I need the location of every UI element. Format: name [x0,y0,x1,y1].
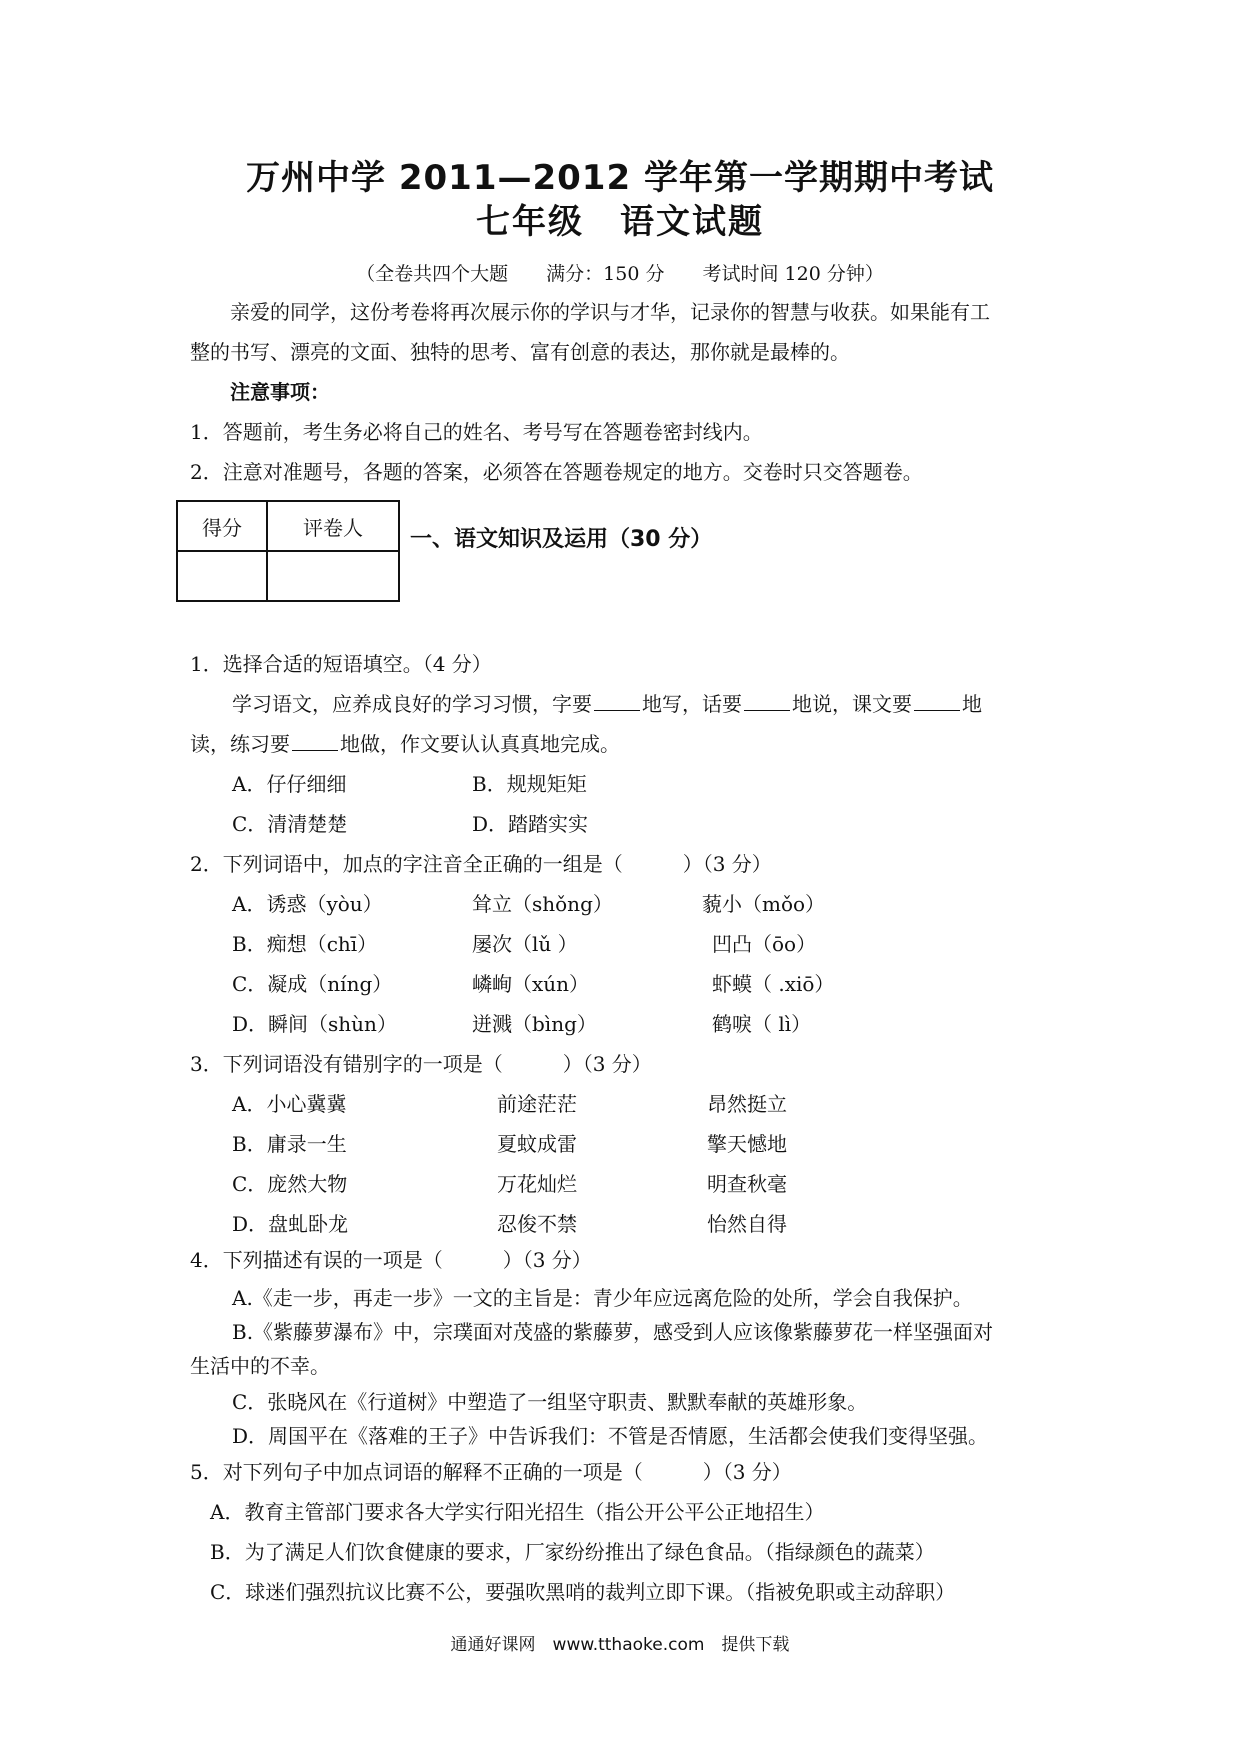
q3-row-b-col-3: 擎天憾地 [707,1132,787,1156]
exam-title: 万州中学 2011—2012 学年第一学期期中考试 [246,158,994,198]
note-2: 2．注意对准题号，各题的答案，必须答在答题卷规定的地方。交卷时只交答题卷。 [190,460,923,484]
q2-row-d-col-1: D．瞬间（shùn） [232,1012,397,1036]
grader-cell [267,551,399,601]
q1-passage-line-1 [232,692,982,716]
notes-title: 注意事项： [230,380,330,404]
q3-row-a-col-3: 昂然挺立 [707,1092,787,1116]
note-1: 1．答题前，考生务必将自己的姓名、考号写在答题卷密封线内。 [190,420,763,444]
q1-blank-3 [914,692,960,711]
q2-row-d-col-2: 迸溅（bìng） [472,1012,597,1036]
q3-row-c-col-1: C．庞然大物 [232,1172,348,1196]
q5-option-a: A．教育主管部门要求各大学实行阳光招生（指公开公平公正地招生） [210,1500,825,1524]
q2-row-c-col-3: 虾蟆（ .xiō） [712,972,835,996]
q3-stem: 3．下列词语没有错别字的一项是（ ）（3 分） [190,1052,652,1076]
q5-option-c: C．球迷们强烈抗议比赛不公，要强吹黑哨的裁判立即下课。（指被免职或主动辞职） [210,1580,956,1604]
q1-text: 读，练习要 [190,732,290,756]
q2-row-a-col-3: 藐小（mǒo） [702,892,826,916]
q1-text: 地做，作文要认认真真地完成。 [340,732,620,756]
q4-stem: 4．下列描述有误的一项是（ ）（3 分） [190,1248,592,1272]
q1-blank-2 [744,692,790,711]
q1-text: 学习语文，应养成良好的学习习惯，字要 [232,692,592,716]
q1-option-b: B．规规矩矩 [472,772,587,796]
q3-row-a-col-2: 前途茫茫 [497,1092,577,1116]
q1-option-a: A．仔仔细细 [232,772,347,796]
q1-text: 地写，话要 [642,692,742,716]
q4-option-c: C．张晓风在《行道树》中塑造了一组坚守职责、默默奉献的英雄形象。 [232,1390,868,1414]
q3-row-d-col-3: 怡然自得 [707,1212,787,1236]
q5-stem: 5．对下列句子中加点词语的解释不正确的一项是（ ）（3 分） [190,1460,792,1484]
q2-row-a-col-2: 耸立（shǒng） [472,892,613,916]
q2-row-b-col-3: 凹凸（ōo） [712,932,817,956]
score-cell [177,551,267,601]
q2-row-c-col-2: 嶙峋（xún） [472,972,590,996]
q2-row-d-col-3: 鹤唳（ lì） [712,1012,812,1036]
q1-blank-1 [594,692,640,711]
q1-stem: 1．选择合适的短语填空。（4 分） [190,652,492,676]
q2-row-c-col-1: C．凝成（níng） [232,972,393,996]
q2-stem: 2．下列词语中，加点的字注音全正确的一组是（ ）（3 分） [190,852,772,876]
q2-row-a-col-1: A．诱惑（yòu） [232,892,383,916]
q4-option-b-line-1: B.《紫藤萝瀑布》中，宗璞面对茂盛的紫藤萝，感受到人应该像紫藤萝花一样坚强面对 [232,1320,994,1344]
score-header: 得分 [177,501,267,551]
intro-line-2: 整的书写、漂亮的文面、独特的思考、富有创意的表达，那你就是最棒的。 [190,340,850,364]
q1-option-c: C．清清楚楚 [232,812,348,836]
q4-option-a: A.《走一步，再走一步》一文的主旨是：青少年应远离危险的处所，学会自我保护。 [232,1286,973,1310]
q2-row-b-col-1: B．痴想（chī） [232,932,378,956]
q3-row-a-col-1: A．小心冀冀 [232,1092,347,1116]
q3-row-b-col-2: 夏蚊成雷 [497,1132,577,1156]
q1-option-d: D．踏踏实实 [472,812,589,836]
q5-option-b: B．为了满足人们饮食健康的要求，厂家纷纷推出了绿色食品。（指绿颜色的蔬菜） [210,1540,935,1564]
exam-info: （全卷共四个大题 满分：150 分 考试时间 120 分钟） [356,263,884,285]
q3-row-d-col-1: D．盘虬卧龙 [232,1212,349,1236]
q1-text: 地说，课文要 [792,692,912,716]
q3-row-d-col-2: 忍俊不禁 [497,1212,577,1236]
q3-row-c-col-2: 万花灿烂 [497,1172,577,1196]
intro-line-1: 亲爱的同学，这份考卷将再次展示你的学识与才华，记录你的智慧与收获。如果能有工 [230,300,990,324]
q1-blank-4 [292,732,338,751]
q2-row-b-col-2: 屡次（lǔ ） [472,932,578,956]
q3-row-c-col-3: 明查秋毫 [707,1172,787,1196]
q4-option-b-line-2: 生活中的不幸。 [190,1354,330,1378]
exam-subtitle: 七年级 语文试题 [476,202,764,242]
section-1-title: 一、语文知识及运用（30 分） [410,527,713,552]
q3-row-b-col-1: B．庸录一生 [232,1132,347,1156]
q1-text: 地 [962,692,982,716]
q1-passage-line-2 [190,732,620,756]
grader-header: 评卷人 [267,501,399,551]
score-table [176,500,400,602]
footer-credit: 通通好课网 www.tthaoke.com 提供下载 [450,1635,790,1655]
q4-option-d: D．周国平在《落难的王子》中告诉我们：不管是否情愿，生活都会使我们变得坚强。 [232,1424,989,1448]
